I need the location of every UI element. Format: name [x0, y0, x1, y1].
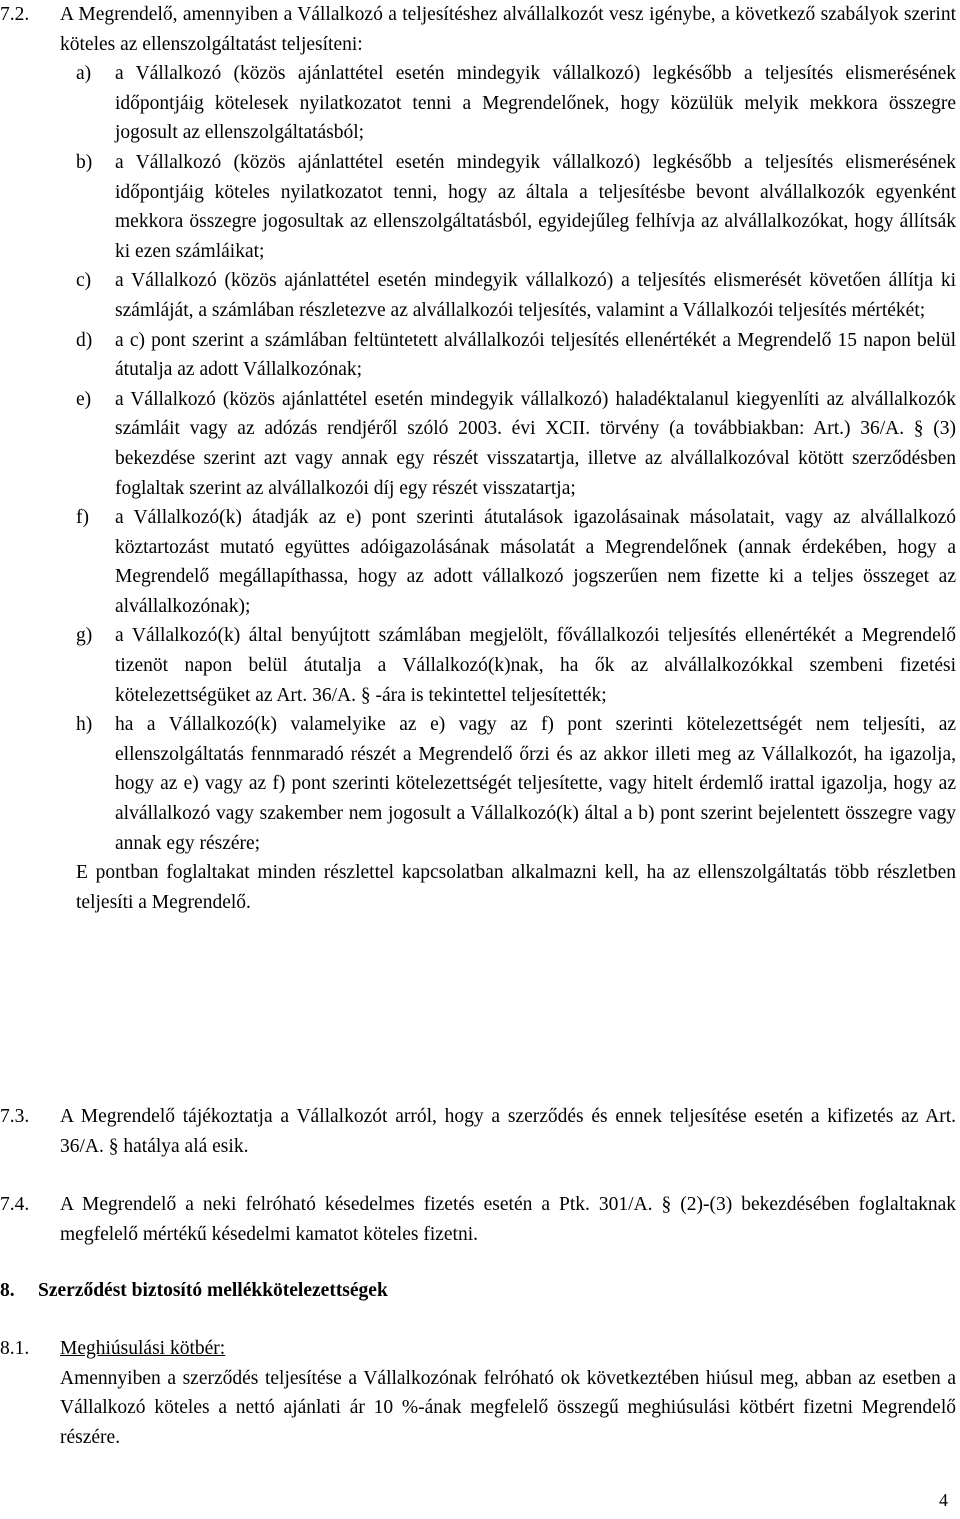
item-label: b): [76, 151, 93, 173]
section-7-3: [0, 1102, 956, 1161]
item-label: h): [76, 714, 93, 736]
item-text: a Vállalkozó (közös ajánlattétel esetén mindegyik vállalkozó) legkésőbb a teljesítés elismerésének időpontjáig köteles nyilatkozatot tenni, hogy az általa a teljesítésbe bevont alvállalkozók egyenként mekkora összegre jogosultak az ellenszolgáltatásból, egyidejűleg felhívja az alvállalkozókat, hogy állítsák ki ezen számláikat;: [115, 151, 956, 262]
section-number: 7.2.: [0, 4, 30, 25]
list-item: [76, 503, 956, 621]
item-label: c): [76, 270, 92, 292]
subsection-title: Meghiúsulási kötbér:: [60, 1338, 226, 1359]
section-closing: E pontban foglaltakat minden részlettel kapcsolatban alkalmazni kell, ha az ellenszolgáltatás több részletben teljesíti a Megrendelő.: [76, 862, 956, 913]
section-number: 8.: [0, 1280, 15, 1301]
section-number: 7.3.: [0, 1106, 30, 1127]
section-text: Amennyiben a szerződés teljesítése a Vállalkozónak felróható ok következtében hiúsul meg, abban az esetben a Vállalkozó köteles a nettó ajánlati ár 10 %-ának megfelelő összegű meghiúsulási kötbért fizetni Megrendelő részére.: [60, 1367, 956, 1448]
list-item: [76, 59, 956, 148]
item-text: a Vállalkozó(k) átadják az e) pont szerinti átutalások igazolásainak másolatait, vagy az alvállalkozó köztartozást mutató együttes adóigazolásának másolatát a Megrendelőnek (annak érdekében, hogy a Megrendelő megállapíthassa, hogy az adott vállalkozó jogszerűen nem fizette ki a teljes összeget az alvállalkozónak);: [115, 507, 956, 617]
item-label: e): [76, 388, 92, 410]
item-label: g): [76, 625, 93, 647]
page-number: 4: [939, 1490, 948, 1510]
item-text: a c) pont szerint a számlában feltüntetett alvállalkozói teljesítés ellenértékét a Megrendelő 15 napon belül átutalja az adott Vállalkozónak;: [115, 329, 956, 381]
section-intro: A Megrendelő, amennyiben a Vállalkozó a teljesítéshez alvállalkozót vesz igénybe, a következő szabályok szerint köteles az ellenszolgáltatást teljesíteni:: [60, 4, 956, 55]
item-text: a Vállalkozó (közös ajánlattétel esetén mindegyik vállalkozó) legkésőbb a teljesítés elismerésének időpontjáig kötelesek nyilatkozatot tenni a Megrendelőnek, hogy közülük melyik mekkora összegre jogosult az ellenszolgáltatásból;: [115, 63, 956, 144]
item-text: a Vállalkozó(k) által benyújtott számlában megjelölt, fővállalkozói teljesítés ellenértékét a Megrendelő tizenöt napon belül átutalja a Vállalkozó(k)nak, ha ők az alvállalkozókkal szembeni fizetési kötelezettségüket az Art. 36/A. § -ára is tekintettel teljesítették;: [115, 625, 956, 706]
section-number: 7.4.: [0, 1194, 30, 1215]
section-title: Szerződést biztosító mellékkötelezettségek: [38, 1280, 388, 1301]
section-text: A Megrendelő tájékoztatja a Vállalkozót arról, hogy a szerződés és ennek teljesítése esetén a kifizetés az Art. 36/A. § hatálya alá esik.: [60, 1106, 956, 1157]
list-item: [76, 326, 956, 385]
rule-list: [76, 59, 956, 858]
list-item: [76, 710, 956, 858]
item-text: a Vállalkozó (közös ajánlattétel esetén mindegyik vállalkozó) haladéktalanul kiegyenlíti az alvállalkozók számláit vagy az adózás rendjéről szóló 2003. évi XCII. törvény (a továbbiakban: Art.) 36/A. § (3) bekezdése szerint azt vagy annak egy részét visszatartja, illetve az alvállalkozóval kötött szerződésben foglaltak szerint az alvállalkozói díj egy részét visszatartja;: [115, 388, 956, 499]
list-item: [76, 266, 956, 325]
section-text: A Megrendelő a neki felróható késedelmes fizetés esetén a Ptk. 301/A. § (2)-(3) bekezdésében foglaltaknak megfelelő mértékű késedelmi kamatot köteles fizetni.: [60, 1194, 956, 1245]
item-label: a): [76, 63, 92, 85]
item-label: d): [76, 329, 93, 351]
item-text: ha a Vállalkozó(k) valamelyike az e) vagy az f) pont szerinti kötelezettségét nem teljesíti, az ellenszolgáltatás fennmaradó részét a Megrendelő őrzi és az akkor illeti meg az Vállalkozót, ha igazolja, hogy az e) vagy az f) pont szerinti kötelezettségét teljesítette, vagy hitelt érdemlő irattal igazolja, hogy az alvállalkozó vagy szakember nem jogosult a Vállalkozó(k) által a b) pont szerint bejelentett összegre vagy annak egy részére;: [115, 714, 956, 854]
section-number: 8.1.: [0, 1338, 30, 1359]
section-8-1: [0, 1334, 956, 1452]
list-item: [76, 621, 956, 710]
item-text: a Vállalkozó (közös ajánlattétel esetén mindegyik vállalkozó) a teljesítés elismerését követően állítja ki számláját, a számlában részletezve az alvállalkozói teljesítés, valamint a Vállalkozói teljesítés mértékét;: [115, 270, 956, 321]
list-item: [76, 148, 956, 266]
item-label: f): [76, 507, 89, 529]
section-8-heading: [0, 1276, 956, 1306]
list-item: [76, 385, 956, 503]
section-7-4: [0, 1190, 956, 1249]
